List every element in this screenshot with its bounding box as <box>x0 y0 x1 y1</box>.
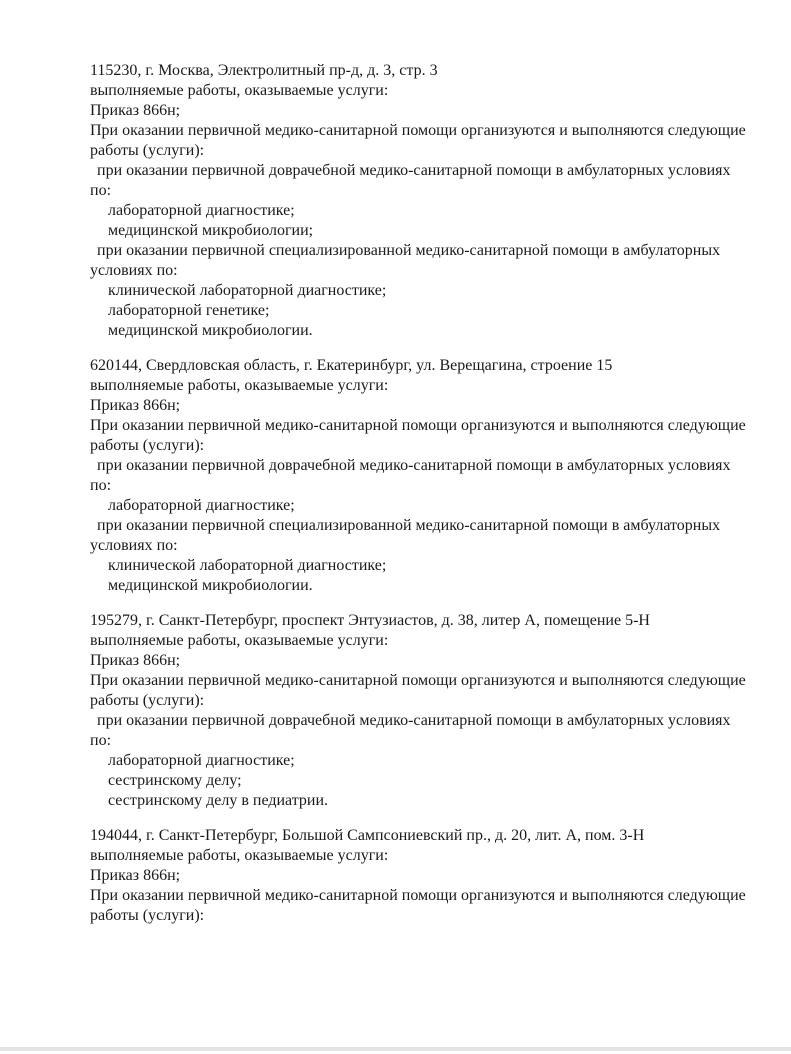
license-document <box>90 61 755 926</box>
service-line: Приказ 866н; <box>90 867 181 884</box>
service-line: при оказании первичной доврачебной медико-санитарной помощи в амбулаторных условиях <box>97 457 731 474</box>
service-line: при оказании первичной доврачебной медико-санитарной помощи в амбулаторных условиях <box>97 712 731 729</box>
bottom-divider <box>0 1047 791 1051</box>
service-line: лабораторной диагностике; <box>108 752 295 769</box>
service-line: лабораторной генетике; <box>108 302 270 319</box>
license-address-section <box>90 611 755 811</box>
service-line: выполняемые работы, оказываемые услуги: <box>90 82 389 99</box>
service-line: медицинской микробиологии; <box>108 222 314 239</box>
service-line: выполняемые работы, оказываемые услуги: <box>90 377 389 394</box>
service-line: Приказ 866н; <box>90 397 181 414</box>
service-line: сестринскому делу; <box>108 772 242 789</box>
service-line: при оказании первичной специализированной медико-санитарной помощи в амбулаторных <box>97 242 721 259</box>
address-line: 194044, г. Санкт-Петербург, Большой Сампсониевский пр., д. 20, лит. А, пом. 3-Н <box>90 827 645 844</box>
service-line: лабораторной диагностике; <box>108 497 295 514</box>
service-line: работы (услуги): <box>90 692 205 709</box>
service-line: При оказании первичной медико-санитарной помощи организуются и выполняются следующие <box>90 887 746 904</box>
service-line: При оказании первичной медико-санитарной помощи организуются и выполняются следующие <box>90 122 746 139</box>
service-line: медицинской микробиологии. <box>108 322 313 339</box>
service-line: по: <box>90 477 112 494</box>
service-line: лабораторной диагностике; <box>108 202 295 219</box>
service-line: по: <box>90 732 112 749</box>
service-line: При оказании первичной медико-санитарной помощи организуются и выполняются следующие <box>90 417 746 434</box>
service-line: условиях по: <box>90 537 178 554</box>
address-line: 115230, г. Москва, Электролитный пр-д, д. 3, стр. 3 <box>90 62 438 79</box>
service-line: выполняемые работы, оказываемые услуги: <box>90 847 389 864</box>
service-line: при оказании первичной доврачебной медико-санитарной помощи в амбулаторных условиях <box>97 162 731 179</box>
service-line: Приказ 866н; <box>90 652 181 669</box>
service-line: условиях по: <box>90 262 178 279</box>
service-line: медицинской микробиологии. <box>108 577 313 594</box>
service-line: сестринскому делу в педиатрии. <box>108 792 329 809</box>
service-line: клинической лабораторной диагностике; <box>108 557 387 574</box>
address-line: 620144, Свердловская область, г. Екатеринбург, ул. Верещагина, строение 15 <box>90 357 613 374</box>
service-line: клинической лабораторной диагностике; <box>108 282 387 299</box>
service-line: работы (услуги): <box>90 142 205 159</box>
service-line: работы (услуги): <box>90 907 205 924</box>
service-line: работы (услуги): <box>90 437 205 454</box>
service-line: по: <box>90 182 112 199</box>
license-address-section <box>90 826 755 926</box>
service-line: При оказании первичной медико-санитарной помощи организуются и выполняются следующие <box>90 672 746 689</box>
service-line: Приказ 866н; <box>90 102 181 119</box>
service-line: при оказании первичной специализированной медико-санитарной помощи в амбулаторных <box>97 517 721 534</box>
service-line: выполняемые работы, оказываемые услуги: <box>90 632 389 649</box>
license-address-section <box>90 61 755 341</box>
license-address-section <box>90 356 755 596</box>
address-line: 195279, г. Санкт-Петербург, проспект Энтузиастов, д. 38, литер А, помещение 5-Н <box>90 612 650 629</box>
